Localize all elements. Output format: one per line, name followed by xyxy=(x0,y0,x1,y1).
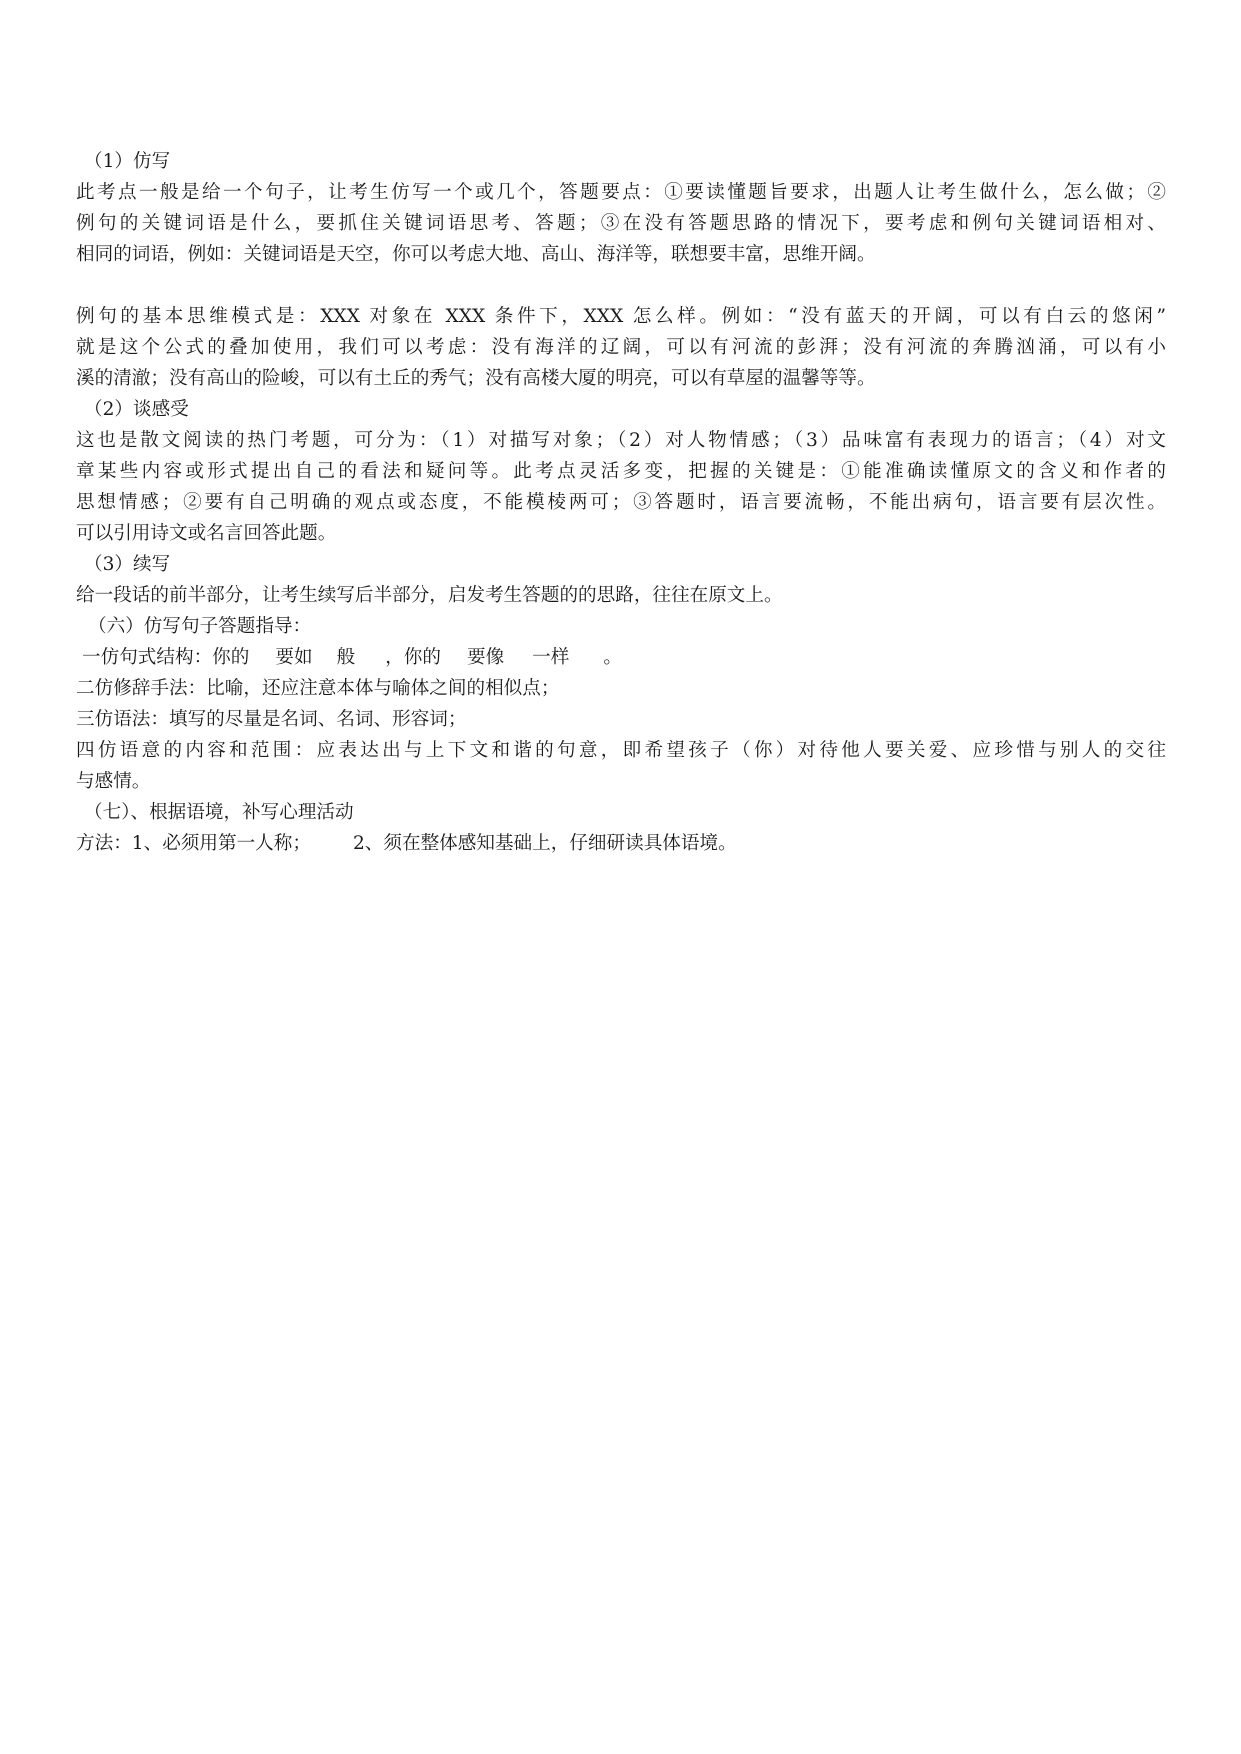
section-heading-feelings: （2）谈感受 xyxy=(84,399,189,420)
paragraph-line: 四仿语意的内容和范围：应表达出与上下文和谐的句意，即希望孩子（你）对待他人要关爱、应珍惜与别人的交往 xyxy=(76,740,1166,761)
method-part-1: 方法：1、必须用第一人称； xyxy=(76,833,311,854)
paragraph-line: 二仿修辞手法：比喻，还应注意本体与喻体之间的相似点； xyxy=(76,678,560,699)
template-segment: 一样 xyxy=(532,647,570,668)
template-segment: 。 xyxy=(603,647,622,668)
paragraph-line: 章某些内容或形式提出自己的看法和疑问等。此考点灵活多变，把握的关键是：①能准确读懂原文的含义和作者的 xyxy=(76,461,1166,482)
paragraph-line: 就是这个公式的叠加使用，我们可以考虑：没有海洋的辽阔，可以有河流的彭湃；没有河流的奔腾汹涌，可以有小 xyxy=(76,337,1166,358)
template-segment: 要像 xyxy=(466,647,505,668)
fill-in-template-line xyxy=(76,642,1166,673)
section-heading-imitation: （1）仿写 xyxy=(84,151,171,172)
section-heading-continuation: （3）续写 xyxy=(84,554,171,575)
paragraph-line: 溪的清澈；没有高山的险峻，可以有土丘的秀气；没有高楼大厦的明亮，可以有草屋的温馨等等。 xyxy=(76,368,876,389)
template-segment: 般 xyxy=(336,647,356,668)
paragraph-line: 此考点一般是给一个句子，让考生仿写一个或几个，答题要点：①要读懂题旨要求，出题人让考生做什么，怎么做；② xyxy=(76,182,1166,203)
paragraph-line: 例句的基本思维模式是：XXX 对象在 XXX 条件下，XXX 怎么样。例如：“没有蓝天的开阔，可以有白云的悠闲” xyxy=(76,306,1166,327)
template-segment: 要如 xyxy=(275,647,313,668)
paragraph-line: 相同的词语，例如：关键词语是天空，你可以考虑大地、高山、海洋等，联想要丰富，思维开阔。 xyxy=(76,244,876,265)
paragraph-line: 例句的关键词语是什么，要抓住关键词语思考、答题；③在没有答题思路的情况下，要考虑和例句关键词语相对、 xyxy=(76,213,1166,234)
blank-line xyxy=(76,270,1166,301)
paragraph-line: 这也是散文阅读的热门考题，可分为：（1）对描写对象；（2）对人物情感；（3）品味富有表现力的语言；（4）对文 xyxy=(76,430,1166,451)
method-line xyxy=(76,828,1166,859)
paragraph-line: 可以引用诗文或名言回答此题。 xyxy=(76,523,337,544)
paragraph-line: 与感情。 xyxy=(76,771,151,792)
paragraph-line: 三仿语法：填写的尽量是名词、名词、形容词； xyxy=(76,709,467,730)
template-segment: ，你的 xyxy=(385,647,441,668)
paragraph-line: 给一段话的前半部分，让考生续写后半部分，启发考生答题的的思路，往往在原文上。 xyxy=(76,585,783,606)
method-part-2: 2、须在整体感知基础上，仔细研读具体语境。 xyxy=(352,833,737,854)
template-segment: 一仿句式结构：你的 xyxy=(82,647,250,668)
section-heading-psychology: （七）、根据语境，补写心理活动 xyxy=(84,802,354,823)
document-page xyxy=(76,146,1166,859)
section-heading-imitation-guide: （六）仿写句子答题指导： xyxy=(88,616,312,637)
paragraph-line: 思想情感；②要有自己明确的观点或态度，不能模棱两可；③答题时，语言要流畅，不能出病句，语言要有层次性。 xyxy=(76,492,1166,513)
